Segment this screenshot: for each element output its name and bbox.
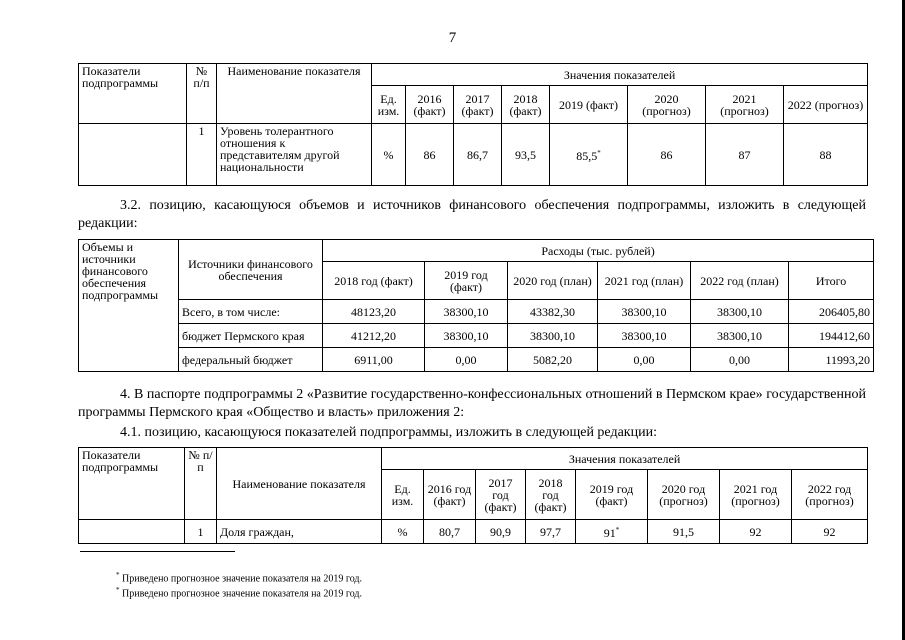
row-num: 1	[187, 124, 217, 186]
year-header: 2021 (прогноз)	[706, 86, 784, 124]
col-num-header: № п/п	[187, 64, 217, 124]
year-header: 2021 год (план)	[598, 262, 691, 300]
col-unit-header: Ед. изм.	[372, 86, 406, 124]
financing-table	[78, 239, 874, 372]
footnote-mark: *	[615, 526, 620, 534]
row-label: федеральный бюджет	[179, 348, 323, 372]
row-value: 43382,30	[508, 300, 598, 324]
col-unit-header: Ед. изм.	[382, 470, 424, 520]
row-value: 48123,20	[323, 300, 425, 324]
row-value: 38300,10	[691, 300, 789, 324]
row-unit: %	[382, 520, 424, 544]
empty-cell	[79, 520, 185, 544]
year-header: 2021 год (прогноз)	[720, 470, 792, 520]
col-sources-header: Источники финансового обеспечения	[179, 240, 323, 300]
row-value: 38300,10	[425, 324, 508, 348]
year-header: 2016 (факт)	[406, 86, 454, 124]
row-value: 92	[720, 520, 792, 544]
row-value: 38300,10	[598, 300, 691, 324]
row-value: 88	[784, 124, 868, 186]
row-value: 38300,10	[598, 324, 691, 348]
col-name-header: Наименование показателя	[217, 64, 372, 124]
row-num: 1	[185, 520, 217, 544]
row-value: 90,9	[476, 520, 526, 544]
year-header: 2019 (факт)	[550, 86, 628, 124]
row-value: 38300,10	[691, 324, 789, 348]
col-objects-header: Объемы и источники финансового обеспечения подпрограммы	[79, 240, 179, 372]
footnote: * Приведено прогнозное значение показателя на 2019 год.	[116, 571, 363, 585]
year-header: 2022 (прогноз)	[784, 86, 868, 124]
row-value-with-footnote: 85,5*	[550, 124, 628, 186]
year-header: 2022 год (план)	[691, 262, 789, 300]
row-value: 0,00	[598, 348, 691, 372]
row-total: 194412,60	[789, 324, 874, 348]
paragraph-3-2: 3.2. позицию, касающуюся объемов и источников финансового обеспечения подпрограммы, изложить в следующей редакции:	[78, 198, 866, 231]
year-header: 2020 год (план)	[508, 262, 598, 300]
year-header: 2018 год (факт)	[526, 470, 576, 520]
year-header: 2017 год (факт)	[476, 470, 526, 520]
paragraph-4-1: 4.1. позицию, касающуюся показателей подпрограммы, изложить в следующей редакции:	[120, 425, 657, 440]
row-value: 0,00	[425, 348, 508, 372]
year-header: 2022 год (прогноз)	[792, 470, 868, 520]
page-number: 7	[448, 30, 457, 46]
year-header: 2020 год (прогноз)	[648, 470, 720, 520]
year-header: 2019 год (факт)	[425, 262, 508, 300]
year-header: 2016 год (факт)	[424, 470, 476, 520]
row-value: 97,7	[526, 520, 576, 544]
row-value: 38300,10	[508, 324, 598, 348]
indicators-table-2	[78, 447, 868, 544]
footnote: * Приведено прогнозное значение показателя на 2019 год.	[116, 586, 363, 600]
footnote-separator	[80, 551, 235, 552]
row-value: 86	[628, 124, 706, 186]
row-value: 87	[706, 124, 784, 186]
year-header: 2018 год (факт)	[323, 262, 425, 300]
col-name-header: Наименование показателя	[217, 448, 382, 520]
row-value: 86,7	[454, 124, 502, 186]
year-header: 2020 (прогноз)	[628, 86, 706, 124]
row-value: 0,00	[691, 348, 789, 372]
col-indicators-header: Показатели подпрограммы	[79, 448, 185, 520]
row-value: 91,5	[648, 520, 720, 544]
year-header: 2017 (факт)	[454, 86, 502, 124]
year-header: 2018 (факт)	[502, 86, 550, 124]
col-num-header: № п/п	[185, 448, 217, 520]
col-values-header: Значения показателей	[372, 64, 868, 86]
row-total: 206405,80	[789, 300, 874, 324]
row-name: Доля граждан,	[217, 520, 382, 544]
row-value: 80,7	[424, 520, 476, 544]
empty-cell	[79, 124, 187, 186]
row-label: Всего, в том числе:	[179, 300, 323, 324]
indicators-table-1	[78, 63, 868, 186]
footnote-mark: *	[597, 149, 601, 157]
row-total: 11993,20	[789, 348, 874, 372]
row-value: 93,5	[502, 124, 550, 186]
row-unit: %	[372, 124, 406, 186]
row-name: Уровень толерантного отношения к представителям другой национальности	[217, 124, 372, 186]
row-value: 38300,10	[425, 300, 508, 324]
year-header: 2019 год (факт)	[576, 470, 648, 520]
total-header: Итого	[789, 262, 874, 300]
paragraph-4: 4. В паспорте подпрограммы 2 «Развитие государственно-конфессиональных отношений в Пермском крае» государственной программы Пермского края «Общество и власть» приложения 2:	[78, 387, 866, 420]
col-values-header: Значения показателей	[382, 448, 868, 470]
row-value-with-footnote: 91*	[576, 520, 648, 544]
col-expenses-header: Расходы (тыс. рублей)	[323, 240, 874, 262]
col-indicators-header: Показатели подпрограммы	[79, 64, 187, 124]
row-value: 86	[406, 124, 454, 186]
row-value: 6911,00	[323, 348, 425, 372]
row-value: 92	[792, 520, 868, 544]
row-label: бюджет Пермского края	[179, 324, 323, 348]
row-value: 41212,20	[323, 324, 425, 348]
row-value: 5082,20	[508, 348, 598, 372]
